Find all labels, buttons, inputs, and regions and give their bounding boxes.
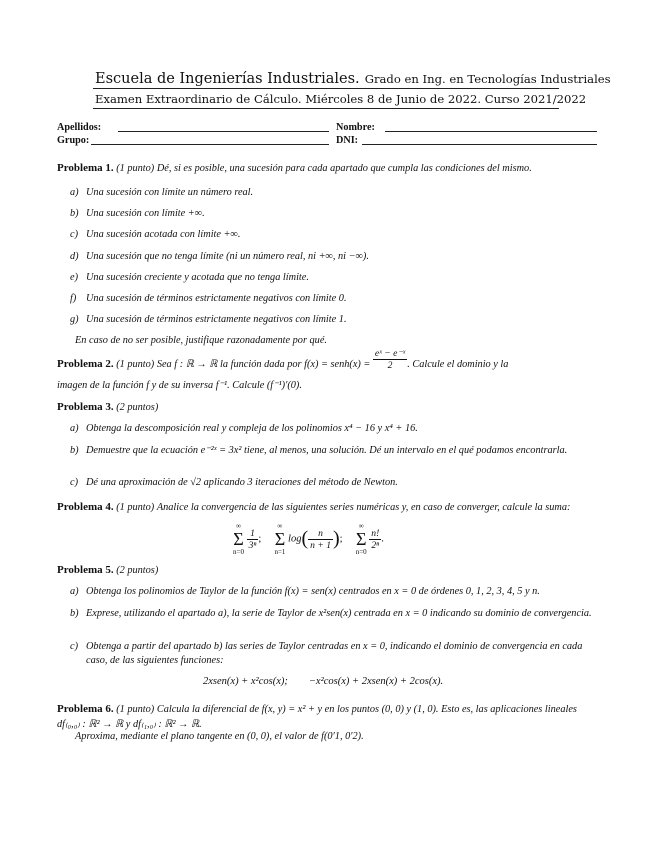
school-name: Escuela de Ingenierías Industriales. bbox=[95, 71, 360, 87]
problem-5-item-c: c) Obtenga a partir del apartado b) las series de Taylor centradas en x = 0, indicando el dominio de convergencia en cada caso, de las siguientes funciones: bbox=[70, 641, 583, 666]
series-3-term: $\frac{n!}{\text{2ⁿ}}$ bbox=[371, 527, 380, 551]
series-3-sigma: ∞ Σ n=0 bbox=[355, 522, 367, 556]
problem-3-item-a: a) Obtenga la descomposición real y compleja de los polinomios x⁴ − 16 y x⁴ + 16. bbox=[70, 423, 418, 434]
problem-2-line2: imagen de la función f y de su inversa f⁻¹. Calcule (f⁻¹)′(0). bbox=[57, 380, 302, 391]
problem-1-item-f: f) Una sucesión de términos estrictamente negativos con límite 0. bbox=[70, 293, 347, 304]
problem-1-item-e: e) Una sucesión creciente y acotada que no tenga límite. bbox=[70, 272, 309, 283]
problem-4-heading: Problema 4. (1 punto) Analice la convergencia de las siguientes series numéricas y, en caso de converger, calcule la suma: bbox=[57, 501, 571, 513]
problem-5-heading: Problema 5. (2 puntos) bbox=[57, 564, 159, 576]
problem-1-item-a: a) Una sucesión con límite un número real. bbox=[70, 187, 254, 198]
dni-label: DNI: bbox=[336, 135, 359, 146]
problem-1-item-c: c) Una sucesión acotada con límite +∞. bbox=[70, 229, 241, 240]
problem-2-heading: Problema 2. (1 punto) Sea f : ℝ → ℝ la función dada por f(x) = senh(x) = $\frac{\text{eˣ − e⁻ˣ}}{2}$ . Calcule el dominio y la bbox=[57, 348, 509, 372]
series-2-term: $\frac{n}{n + 1}$ bbox=[310, 527, 331, 551]
apellidos-label: Apellidos: bbox=[57, 122, 102, 133]
header-rule-top bbox=[93, 88, 559, 89]
problem-3-item-c: c) Dé una aproximación de √2 aplicando 3 iteraciones del método de Newton. bbox=[70, 477, 398, 488]
problem-2-fraction: $\frac{\text{eˣ − e⁻ˣ}}{2}$ bbox=[374, 348, 406, 372]
grupo-label: Grupo: bbox=[57, 135, 90, 146]
problem-1-heading: Problema 1. (1 punto) Dé, si es posible, una sucesión para cada apartado que cumpla las condiciones del mismo. bbox=[57, 162, 532, 174]
problem-1-item-b: b) Una sucesión con límite +∞. bbox=[70, 208, 205, 219]
problem-1-item-g: g) Una sucesión de términos estrictamente negativos con límite 1. bbox=[70, 314, 347, 325]
nombre-field[interactable] bbox=[385, 131, 597, 132]
header-rule-bottom bbox=[93, 108, 559, 109]
grupo-field[interactable] bbox=[91, 144, 329, 145]
nombre-label: Nombre: bbox=[336, 122, 375, 133]
dni-field[interactable] bbox=[362, 144, 597, 145]
exam-title: Examen Extraordinario de Cálculo. Miércoles 8 de Junio de 2022. Curso 2021/2022 bbox=[95, 92, 587, 106]
series-2-sigma: ∞ Σ n=1 bbox=[274, 522, 286, 556]
problem-6-line2: Aproxima, mediante el plano tangente en (0, 0), el valor de f(0′1, 0′2). bbox=[75, 731, 364, 742]
series-1-sigma: ∞ Σ n=0 bbox=[233, 522, 244, 556]
problem-5-formula: 2xsen(x) + x²cos(x); −x²cos(x) + 2xsen(x) + 2cos(x). bbox=[203, 676, 444, 687]
problem-1-item-d: d) Una sucesión que no tenga límite (ni un número real, ni +∞, ni −∞). bbox=[70, 251, 369, 262]
problem-5-item-a: a) Obtenga los polinomios de Taylor de la función f(x) = sen(x) centrados en x = 0 de órdenes 0, 1, 2, 3, 4, 5 y n. bbox=[70, 586, 540, 597]
problem-4-series: ∞ Σ n=0 $\frac{1}{\text{3ⁿ}}$ ; ∞ Σ n=1 log( $\frac{n}{n + 1}$ ); ∞ Σ n=0 $\frac{n!}{\text{2ⁿ}}$ . bbox=[233, 522, 384, 556]
series-1-term: $\frac{1}{\text{3ⁿ}}$ bbox=[248, 527, 257, 551]
problem-3-heading: Problema 3. (2 puntos) bbox=[57, 401, 159, 413]
problem-5-item-b: b) Exprese, utilizando el apartado a), la serie de Taylor de x²sen(x) centrada en x = 0 indicando su dominio de convergencia. bbox=[70, 608, 592, 619]
problem-6-heading: Problema 6. (1 punto) Calcula la diferencial de f(x, y) = x² + y en los puntos (0, 0) y (1, 0). Esto es, las aplicaciones lineales df₍₀,₀₎ : ℝ² → ℝ y df₍₁,₀₎ : ℝ² → ℝ. bbox=[57, 703, 577, 730]
header-title-line bbox=[95, 68, 611, 87]
problem-1-note: En caso de no ser posible, justifique razonadamente por qué. bbox=[75, 335, 327, 346]
problem-3-item-b: b) Demuestre que la ecuación e⁻²ˣ = 3x² tiene, al menos, una solución. Dé un intervalo en el qué podamos encontrarla. bbox=[70, 445, 568, 456]
apellidos-field[interactable] bbox=[118, 131, 329, 132]
degree-name: Grado en Ing. en Tecnologías Industriales bbox=[364, 72, 611, 86]
